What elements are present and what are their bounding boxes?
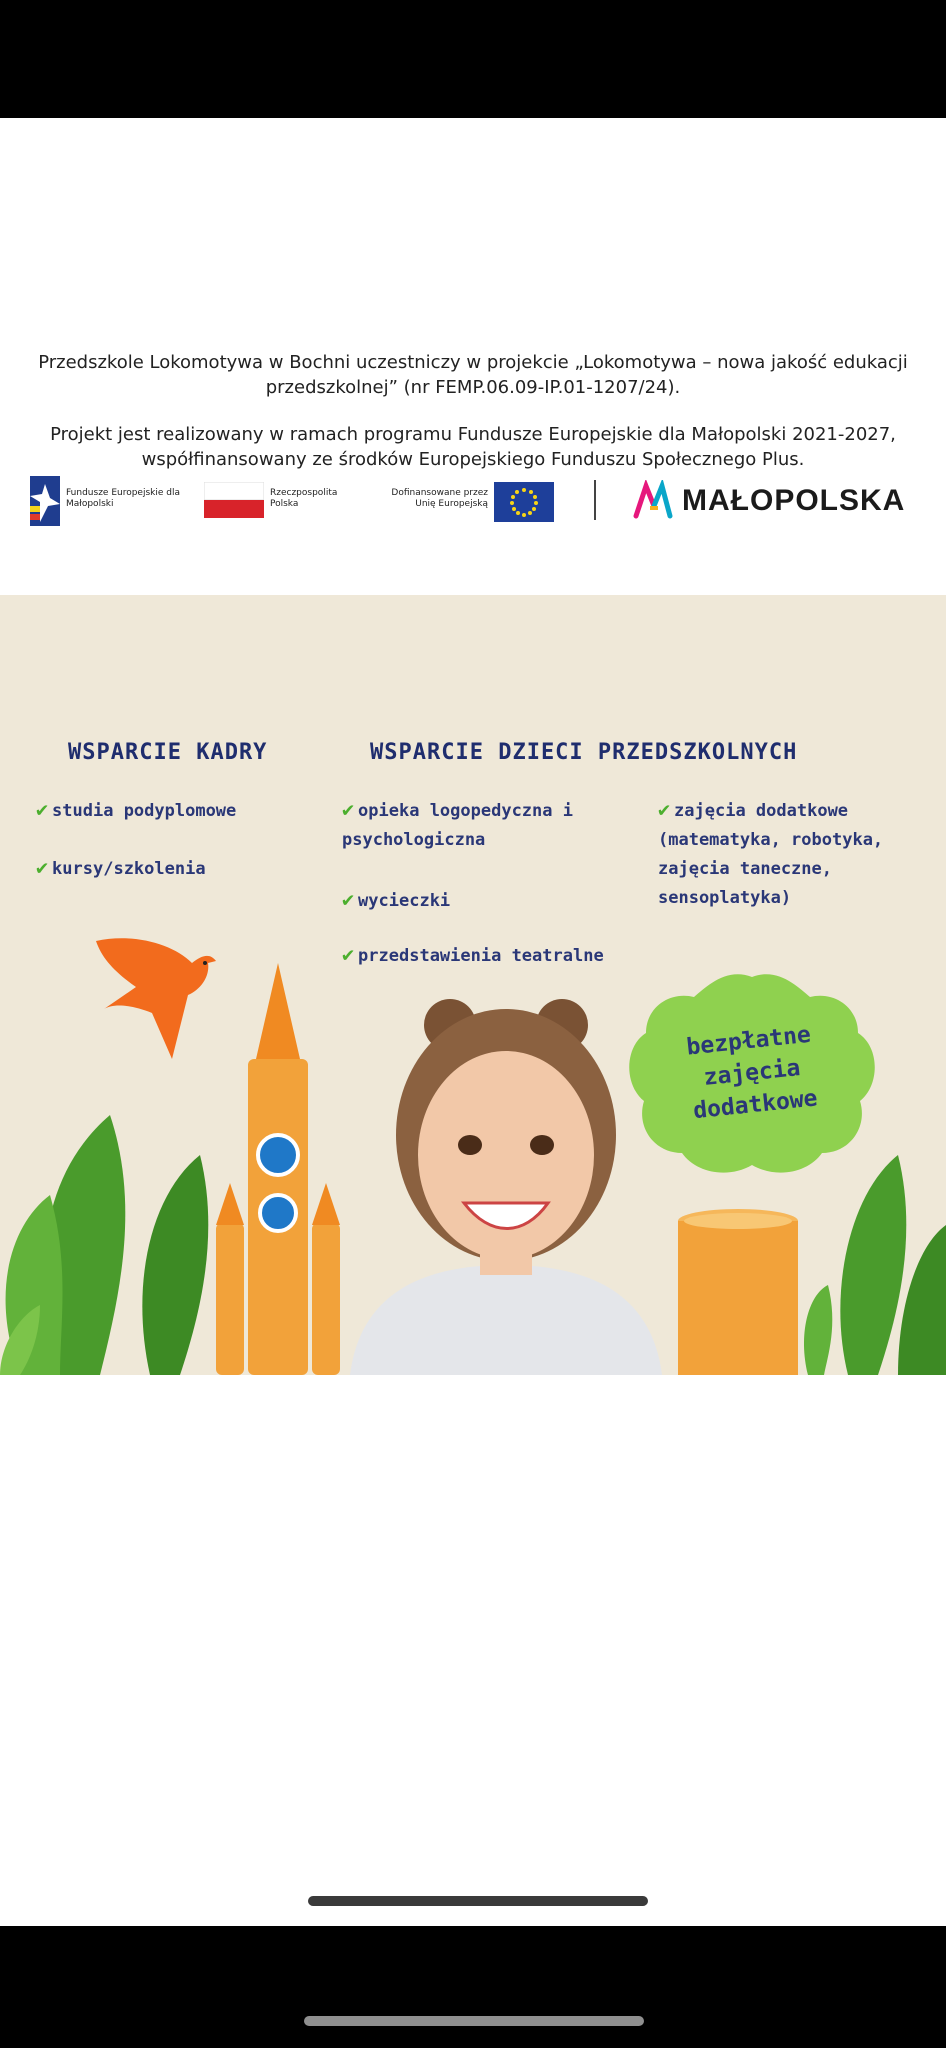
promo-banner (0, 595, 946, 1375)
children-item: ✔ wycieczki (342, 887, 451, 911)
malopolska-logo-text: MAŁOPOLSKA (682, 484, 906, 517)
check-icon: ✔ (36, 855, 49, 879)
rp-logo-text: Rzeczpospolita Polska (270, 488, 338, 509)
free-classes-badge: bezpłatne zajęcia dodatkowe (685, 1021, 819, 1125)
intro-text-program: Projekt jest realizowany w ramach programu Fundusze Europejskie dla Małopolski 2021-2027, współfinansowany ze środków Europejskiego Funduszu Społecznego Plus. (50, 424, 896, 470)
check-icon: ✔ (342, 942, 355, 966)
check-icon: ✔ (342, 887, 355, 911)
check-icon: ✔ (658, 797, 671, 821)
logo-divider (594, 480, 596, 520)
check-icon: ✔ (36, 797, 49, 821)
children-item: ✔ przedstawienia teatralne (342, 942, 604, 966)
children-item-extra: ✔ zajęcia dodatkowe (matematyka, robotyka, zajęcia taneczne, sensoplatyka) (658, 797, 884, 908)
staff-item: ✔ studia podyplomowe (36, 797, 237, 821)
rocket-icon (208, 963, 348, 1375)
children-item: ✔ opieka logopedyczna i psychologiczna (342, 797, 573, 850)
home-indicator-secondary[interactable] (304, 2016, 644, 2026)
staff-item: ✔ kursy/szkolenia (36, 855, 206, 879)
child-photo (340, 975, 670, 1375)
fe-logo-text: Fundusze Europejskie dla Małopolski (66, 488, 180, 509)
malopolska-logo-icon (632, 480, 676, 520)
check-icon: ✔ (342, 797, 355, 821)
fe-logo-icon (30, 476, 60, 526)
heading-staff-support: WSPARCIE KADRY (68, 740, 268, 765)
funding-logos-bar (0, 468, 946, 538)
intro-text-project: Przedszkole Lokomotywa w Bochni uczestniczy w projekcie „Lokomotywa – nowa jakość edukacji przedszkolnej” (nr FEMP.06.09-IP.01-1207/24). (38, 352, 908, 398)
eu-logo-text: Dofinansowane przez Unię Europejską (391, 488, 488, 509)
orange-cup-icon (676, 1207, 800, 1375)
poland-flag-icon (204, 482, 264, 518)
home-indicator[interactable] (308, 1896, 648, 1906)
eu-flag-icon (494, 482, 554, 522)
heading-children-support: WSPARCIE DZIECI PRZEDSZKOLNYCH (370, 740, 798, 765)
